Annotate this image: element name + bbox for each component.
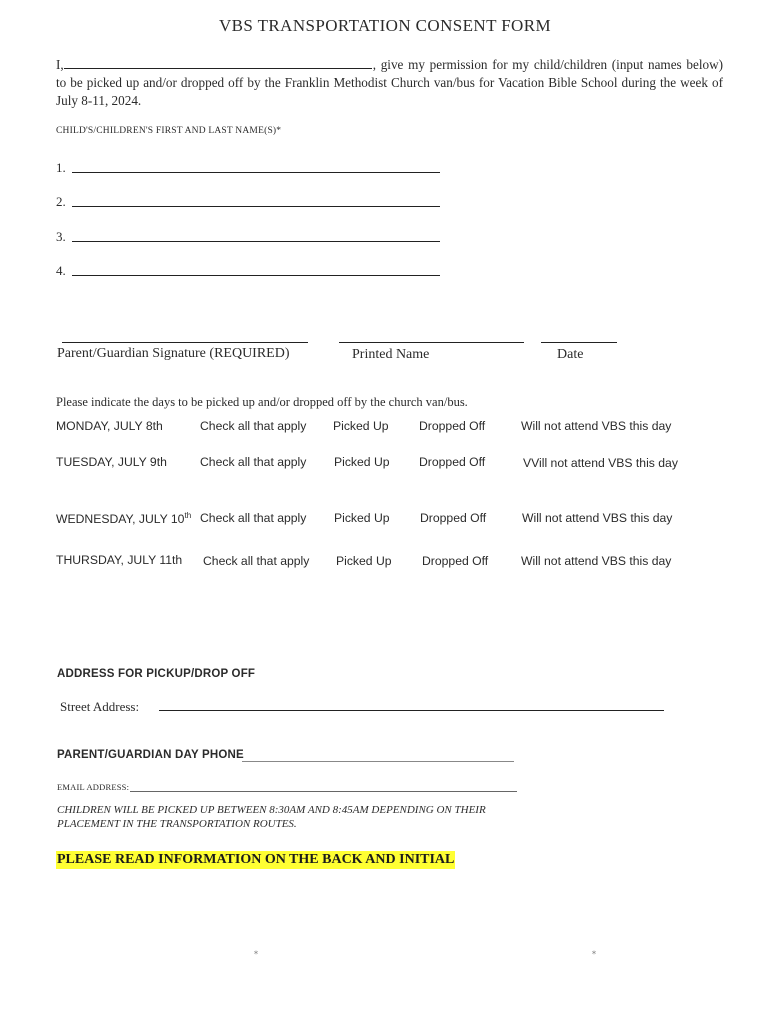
picked-up-option[interactable]: Picked Up xyxy=(334,511,390,525)
child-row-number: 3. xyxy=(56,229,66,244)
footer-mark-left: * xyxy=(254,950,258,959)
child-row-number: 1. xyxy=(56,160,66,175)
picked-up-option[interactable]: Picked Up xyxy=(333,419,389,433)
parent-signature-field[interactable] xyxy=(62,342,308,343)
parent-name-field[interactable] xyxy=(64,56,372,69)
day-suffix: th xyxy=(184,511,192,520)
date-field[interactable] xyxy=(541,342,617,343)
printed-name-field[interactable] xyxy=(339,342,524,343)
footer-mark-right: * xyxy=(592,950,596,959)
check-all-label: Check all that apply xyxy=(200,511,307,525)
email-label: EMAIL ADDRESS: xyxy=(57,782,130,792)
check-all-label: Check all that apply xyxy=(200,419,307,433)
not-attend-option[interactable]: Will not attend VBS this day xyxy=(521,419,672,433)
pickup-time-note: CHILDREN WILL BE PICKED UP BETWEEN 8:30AM AND 8:45AM DEPENDING ON THEIR PLACEMENT IN THE TRANSPORTATION ROUTES. xyxy=(57,804,486,830)
printed-name-label: Printed Name xyxy=(352,347,430,362)
child-name-field-2[interactable] xyxy=(72,206,440,207)
day-label: TUESDAY, JULY 9th xyxy=(56,455,167,469)
street-address-label: Street Address: xyxy=(60,699,140,714)
check-all-label: Check all that apply xyxy=(200,455,307,469)
intro-text: , give my permission for my child/children (input names below) to be picked up and/or dropped off by the Franklin Methodist Church van/bus for Vacation Bible School during the week of July 8-11, 2024. xyxy=(56,57,723,108)
date-label: Date xyxy=(557,347,584,362)
picked-up-option[interactable]: Picked Up xyxy=(334,455,390,469)
intro-prefix: I, xyxy=(56,57,64,72)
picked-up-option[interactable]: Picked Up xyxy=(336,554,392,568)
dropped-off-option[interactable]: Dropped Off xyxy=(422,554,489,568)
dropped-off-option[interactable]: Dropped Off xyxy=(419,419,486,433)
child-row-number: 2. xyxy=(56,194,66,209)
child-name-field-4[interactable] xyxy=(72,275,440,276)
schedule-prompt: Please indicate the days to be picked up and/or dropped off by the church van/bus. xyxy=(56,395,468,409)
dropped-off-option[interactable]: Dropped Off xyxy=(420,511,487,525)
not-attend-option[interactable]: Will not attend VBS this day xyxy=(522,511,673,525)
phone-label: PARENT/GUARDIAN DAY PHONE xyxy=(57,749,244,761)
day-label xyxy=(56,511,191,526)
day-label: THURSDAY, JULY 11th xyxy=(56,553,183,567)
not-attend-option[interactable]: VVill not attend VBS this day xyxy=(523,456,678,470)
page-title: VBS TRANSPORTATION CONSENT FORM xyxy=(219,16,551,35)
email-field[interactable] xyxy=(130,791,517,792)
phone-field[interactable] xyxy=(242,761,514,762)
day-label: MONDAY, JULY 8th xyxy=(56,419,163,433)
parent-signature-label: Parent/Guardian Signature (REQUIRED) xyxy=(57,346,290,361)
check-all-label: Check all that apply xyxy=(203,554,310,568)
dropped-off-option[interactable]: Dropped Off xyxy=(419,455,486,469)
address-heading: ADDRESS FOR PICKUP/DROP OFF xyxy=(57,668,256,680)
children-names-label: CHILD'S/CHILDREN'S FIRST AND LAST NAME(S)* xyxy=(56,126,282,136)
day-text: WEDNESDAY, JULY 10 xyxy=(56,512,185,527)
street-address-field[interactable] xyxy=(159,710,664,711)
child-name-field-3[interactable] xyxy=(72,241,440,242)
read-back-notice: PLEASE READ INFORMATION ON THE BACK AND INITIAL xyxy=(57,852,455,867)
consent-statement xyxy=(56,56,723,110)
child-row-number: 4. xyxy=(56,263,66,278)
child-name-field-1[interactable] xyxy=(72,172,440,173)
not-attend-option[interactable]: Will not attend VBS this day xyxy=(521,554,672,568)
